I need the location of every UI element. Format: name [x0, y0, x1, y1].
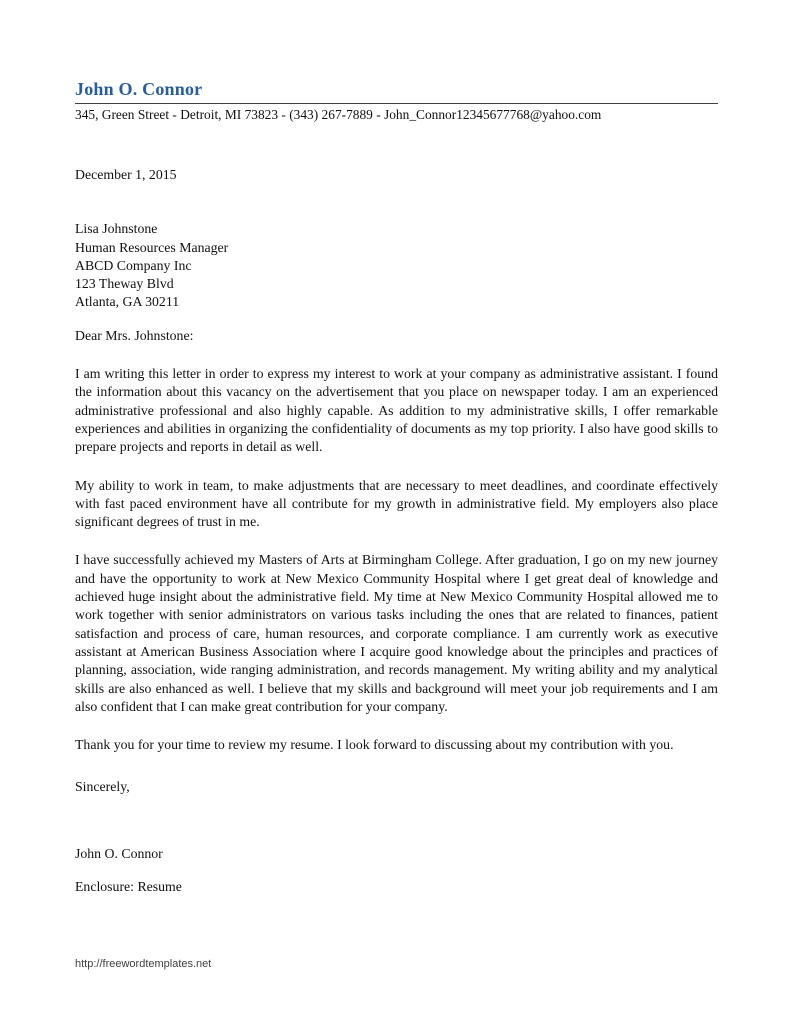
recipient-address-block [75, 220, 718, 311]
closing-line: Sincerely, [75, 779, 130, 795]
letter-date: December 1, 2015 [75, 167, 177, 182]
recipient-name: Lisa Johnstone [75, 221, 158, 237]
sender-contact-line: 345, Green Street - Detroit, MI 73823 - (343) 267-7889 - John_Connor12345677768@yahoo.com [75, 107, 602, 122]
enclosure-line: Enclosure: Resume [75, 879, 182, 895]
letter-body [75, 166, 718, 896]
recipient-city-state-zip: Atlanta, GA 30211 [75, 294, 180, 310]
sender-name: John O. Connor [75, 79, 203, 99]
template-source-url: http://freewordtemplates.net [75, 958, 212, 970]
body-paragraph-3: I have successfully achieved my Masters of Arts at Birmingham College. After graduation, I go on my new journey and have the opportunity to work at New Mexico Community Hospital where I get great deal of knowledge and achieved huge insight about the administrative field. My time at New Mexico Community Hospital allowed me to work together with senior administrators on various tasks including the ones that are related to finances, patient satisfaction and process of care, human resources, and corporate compliance. I am currently work as executive assistant at American Business Association where I acquire good knowledge about the principles and practices of planning, association, wide ranging administration, and records management. My writing ability and my analytical skills are also enhanced as well. I believe that my skills and background will meet your job requirements and I am also confident that I can make great contribution for your company. [75, 552, 718, 714]
signature-name: John O. Connor [75, 845, 163, 861]
body-paragraph-2: My ability to work in team, to make adjustments that are necessary to meet deadlines, and coordinate effectively with fast paced environment have all contribute for my growth in administrative field. My employers also place significant degrees of trust in me. [75, 477, 718, 530]
body-paragraph-1: I am writing this letter in order to express my interest to work at your company as administrative assistant. I found the information about this vacancy on the advertisement that you place on newspaper today. I am an experienced administrative professional and also highly capable. As addition to my administrative skills, I offer remarkable experiences and abilities in organizing the confidentiality of documents as my top priority. I also have good skills to prepare projects and reports in detail as well. [75, 366, 718, 455]
body-paragraph-4: Thank you for your time to review my resume. I look forward to discussing about my contribution with you. [75, 737, 674, 753]
header-divider [75, 103, 718, 104]
recipient-company: ABCD Company Inc [75, 257, 192, 273]
recipient-title: Human Resources Manager [75, 239, 229, 255]
recipient-street: 123 Theway Blvd [75, 276, 174, 292]
letter-header [75, 78, 718, 124]
salutation: Dear Mrs. Johnstone: [75, 327, 194, 343]
